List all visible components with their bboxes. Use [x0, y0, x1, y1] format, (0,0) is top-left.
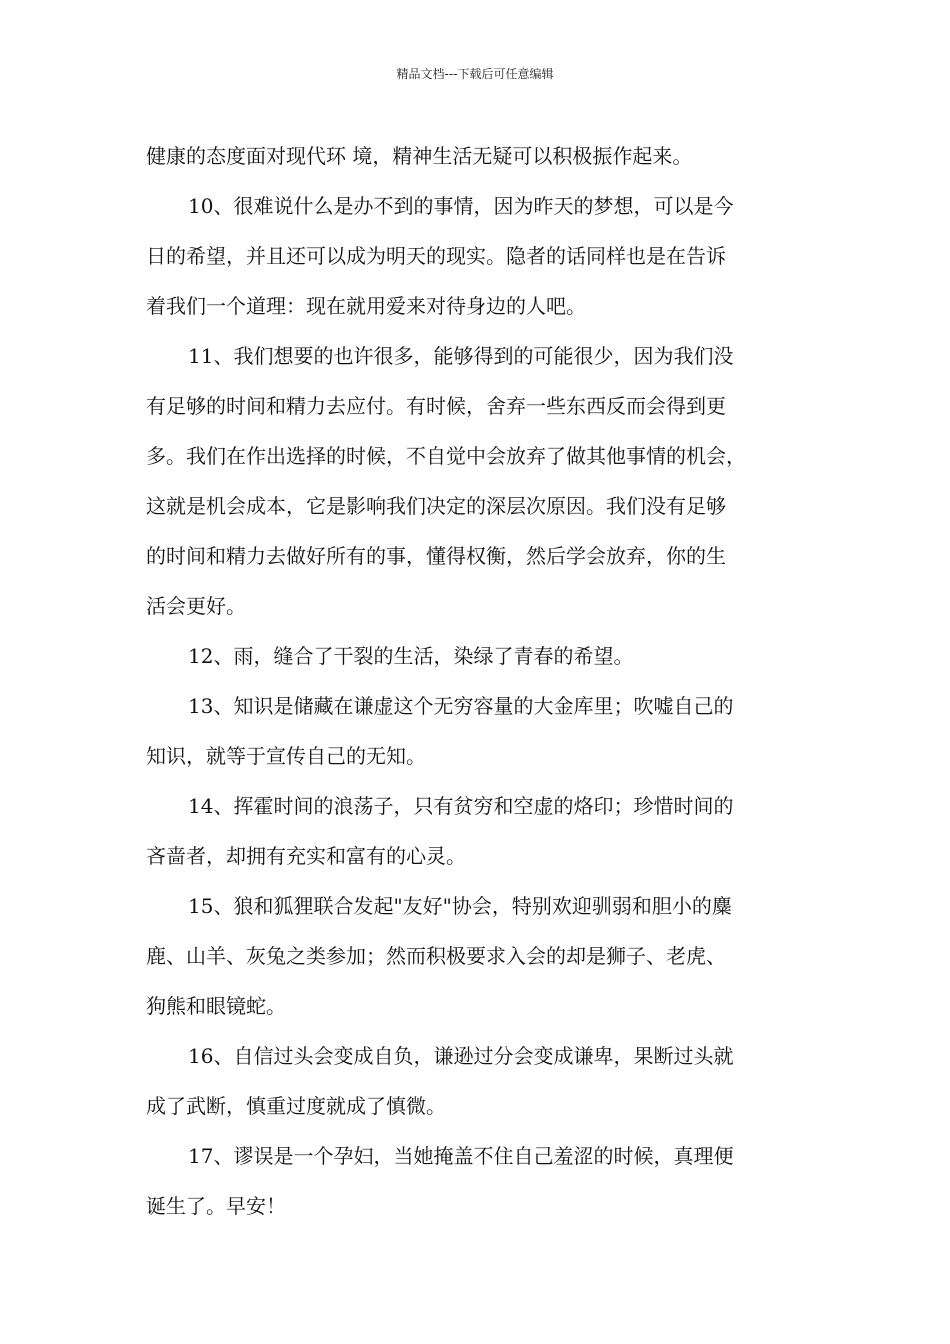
text-line: 的时间和精力去做好所有的事，懂得权衡，然后学会放弃，你的生 [146, 544, 726, 568]
text-line: 14、挥霍时间的浪荡子，只有贫穷和空虚的烙印；珍惜时间的 [188, 794, 734, 818]
text-line: 健康的态度面对现代环 境，精神生活无疑可以积极振作起来。 [146, 144, 693, 168]
text-line: 着我们一个道理：现在就用爱来对待身边的人吧。 [146, 294, 586, 318]
text-line: 16、自信过头会变成自负，谦逊过分会变成谦卑，果断过头就 [188, 1044, 734, 1068]
paragraph-17 [146, 1131, 826, 1231]
paragraph-10 [146, 181, 826, 331]
paragraph-13 [146, 681, 826, 781]
paragraph-continuation [146, 131, 826, 181]
text-line: 诞生了。早安！ [146, 1194, 286, 1218]
text-line: 吝啬者，却拥有充实和富有的心灵。 [146, 844, 466, 868]
text-line: 成了武断，慎重过度就成了慎微。 [146, 1094, 446, 1118]
text-line: 日的希望，并且还可以成为明天的现实。隐者的话同样也是在告诉 [146, 244, 726, 268]
text-line: 11、我们想要的也许很多，能够得到的可能很少，因为我们没 [188, 344, 734, 368]
text-line: 狗熊和眼镜蛇。 [146, 994, 286, 1018]
text-line: 这就是机会成本，它是影响我们决定的深层次原因。我们没有足够 [146, 494, 726, 518]
paragraph-14 [146, 781, 826, 881]
page-header: 精品文档---下载后可任意编辑 [396, 67, 554, 81]
text-line: 12、雨，缝合了干裂的生活，染绿了青春的希望。 [188, 644, 634, 668]
document-body [146, 131, 826, 1231]
text-line: 15、狼和狐狸联合发起"友好"协会，特别欢迎驯弱和胆小的麋 [188, 894, 732, 918]
paragraph-11 [146, 331, 826, 631]
paragraph-12 [146, 631, 826, 681]
text-line: 13、知识是储藏在谦虚这个无穷容量的大金库里；吹嘘自己的 [188, 694, 734, 718]
text-line: 17、谬误是一个孕妇，当她掩盖不住自己羞涩的时候，真理便 [188, 1144, 734, 1168]
paragraph-16 [146, 1031, 826, 1131]
text-line: 活会更好。 [146, 594, 246, 618]
text-line: 多。我们在作出选择的时候，不自觉中会放弃了做其他事情的机会， [146, 444, 746, 468]
text-line: 知识，就等于宣传自己的无知。 [146, 744, 426, 768]
text-line: 10、很难说什么是办不到的事情，因为昨天的梦想，可以是今 [188, 194, 734, 218]
text-line: 有足够的时间和精力去应付。有时候，舍弃一些东西反而会得到更 [146, 394, 726, 418]
paragraph-15 [146, 881, 826, 1031]
text-line: 鹿、山羊、灰兔之类参加；然而积极要求入会的却是狮子、老虎、 [146, 944, 726, 968]
